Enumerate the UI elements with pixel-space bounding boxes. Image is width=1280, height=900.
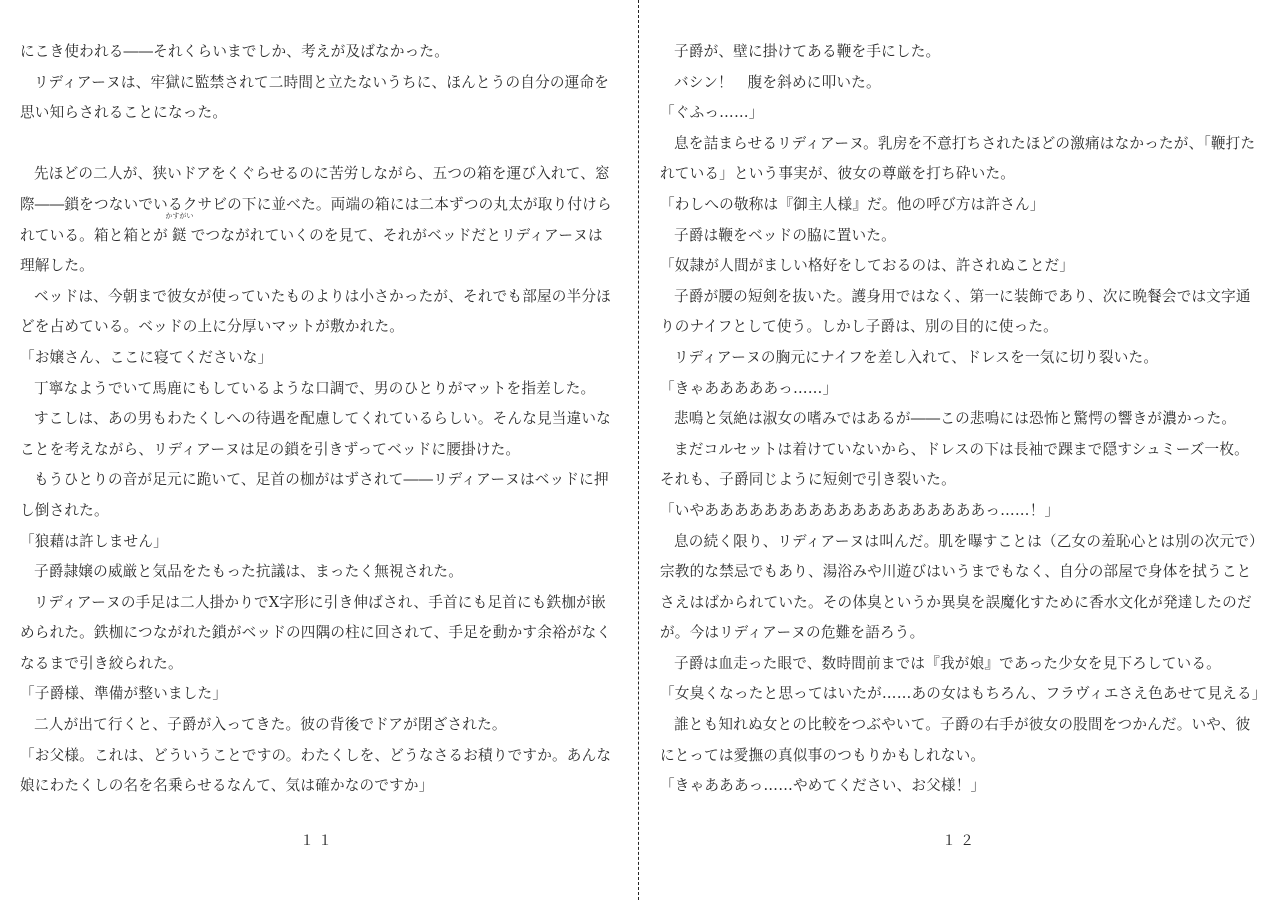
page-number: １１ bbox=[300, 833, 336, 849]
text-line: まだコルセットは着けていないから、ドレスの下は長袖で踝まで隠すシュミーズ一枚。 bbox=[674, 440, 1249, 458]
text-line: にこき使われる――それくらいまでしか、考えが及ばなかった。 bbox=[20, 43, 450, 60]
text-line: 二人が出て行くと、子爵が入ってきた。彼の背後でドアが閉ざされた。 bbox=[34, 716, 507, 734]
text-line: 「女臭くなったと思ってはいたが……あの女はもちろん、フラヴィエさえ色あせて見える」 bbox=[660, 685, 1267, 703]
text-line: 思い知らされることになった。 bbox=[20, 104, 228, 122]
text-line: どを占めている。ベッドの上に分厚いマットが敷かれた。 bbox=[20, 318, 405, 336]
ruby-base: 鎹 bbox=[171, 226, 187, 244]
text-segment: れている。箱と箱とが bbox=[20, 226, 168, 244]
text-line: リディアーヌは、牢獄に監禁されて二時間と立たないうちに、ほんとうの自分の運命を bbox=[34, 73, 610, 91]
text-line: さえはばかられていた。その体臭というか異臭を誤魔化すために香水文化が発達したのだ bbox=[660, 593, 1252, 611]
text-line: にとっては愛撫の真似事のつもりかもしれない。 bbox=[660, 746, 986, 764]
page-number: １２ bbox=[942, 833, 978, 849]
text-line: 先ほどの二人が、狭いドアをくぐらせるのに苦労しながら、五つの箱を運び入れて、窓 bbox=[34, 165, 610, 183]
ruby-annotation bbox=[165, 211, 194, 252]
text-line bbox=[20, 211, 620, 252]
text-line: 息の続く限り、リディアーヌは叫んだ。肌を曝すことは（乙女の羞恥心とは別の次元で） bbox=[674, 532, 1264, 550]
page-body bbox=[660, 37, 1267, 802]
text-line: し倒された。 bbox=[20, 501, 109, 519]
text-line: められた。鉄枷につながれた鎖がベッドの四隅の柱に回されて、手足を動かす余裕がなく bbox=[20, 624, 612, 642]
blank-line bbox=[20, 129, 620, 160]
text-line: リディアーヌの胸元にナイフを差し入れて、ドレスを一気に切り裂いた。 bbox=[674, 348, 1159, 366]
text-line: 「子爵様、準備が整いました」 bbox=[20, 685, 228, 703]
text-line: 「わしへの敬称は『御主人様』だ。他の呼び方は許さん」 bbox=[660, 195, 1045, 213]
text-line: 子爵が、壁に掛けてある鞭を手にした。 bbox=[674, 43, 941, 60]
text-line: 理解した。 bbox=[20, 257, 94, 275]
text-segment: でつながれていくのを見て、それがベッドだとリディアーヌは bbox=[190, 226, 603, 244]
text-line: リディアーヌの手足は二人掛かりでX字形に引き伸ばされ、手首にも足首にも鉄枷が嵌 bbox=[34, 593, 606, 611]
text-line: 子爵隷嬢の威厳と気品をたもった抗議は、まったく無視された。 bbox=[34, 563, 464, 581]
text-line: 悲鳴と気絶は淑女の嗜みではあるが――この悲鳴には恐怖と驚愕の響きが濃かった。 bbox=[674, 410, 1237, 428]
text-line: れている」という事実が、彼女の尊厳を打ち砕いた。 bbox=[660, 165, 1016, 183]
text-line: 誰とも知れぬ女との比較をつぶやいて。子爵の右手が彼女の股間をつかんだ。いや、彼 bbox=[674, 716, 1251, 734]
text-line: 「奴隷が人間がましい格好をしておるのは、許されぬことだ」 bbox=[660, 257, 1075, 275]
page-divider bbox=[638, 0, 639, 900]
text-line: 「お父様。これは、どういうことですの。わたくしを、どうなさるお積りですか。あんな bbox=[20, 746, 612, 764]
text-line: 「きゃあああっ……やめてください、お父様！」 bbox=[660, 777, 986, 795]
text-line: 子爵が腰の短剣を抜いた。護身用ではなく、第一に装飾であり、次に晩餐会では文字通 bbox=[674, 287, 1251, 305]
text-line: バシン！ 腹を斜めに叩いた。 bbox=[674, 73, 881, 91]
text-line: 「きゃあああああっ……」 bbox=[660, 379, 838, 397]
text-line: 娘にわたくしの名を名乗らせるなんて、気は確かなのですか」 bbox=[20, 777, 434, 795]
text-line: 「ぐふっ……」 bbox=[660, 104, 764, 122]
text-line: もうひとりの音が足元に跪いて、足首の枷がはずされて――リディアーヌはベッドに押 bbox=[34, 471, 609, 489]
text-line: 子爵は鞭をベッドの脇に置いた。 bbox=[674, 226, 896, 244]
text-line: が。今はリディアーヌの危難を語ろう。 bbox=[660, 624, 925, 642]
text-line: なるまで引き絞られた。 bbox=[20, 654, 183, 672]
text-line: すこしは、あの男もわたくしへの待遇を配慮してくれているらしい。そんな見当違いな bbox=[34, 410, 611, 428]
text-line: 丁寧なようでいて馬鹿にもしているような口調で、男のひとりがマットを指差した。 bbox=[34, 379, 596, 397]
text-line: 宗教的な禁忌でもあり、湯浴みや川遊びはいうまでもなく、自分の部屋で身体を拭うこと bbox=[660, 563, 1252, 581]
text-line: ベッドは、今朝まで彼女が使っていたものよりは小さかったが、それでも部屋の半分ほ bbox=[34, 287, 611, 305]
text-line: それも、子爵同じように短剣で引き裂いた。 bbox=[660, 471, 956, 489]
text-line: 「いやあああああああああああああああああああっ……！」 bbox=[660, 501, 1060, 519]
text-line: ことを考えながら、リディアーヌは足の鎖を引きずってベッドに腰掛けた。 bbox=[20, 440, 521, 458]
text-line: 息を詰まらせるリディアーヌ。乳房を不意打ちされたほどの激痛はなかったが、「鞭打た bbox=[674, 134, 1256, 152]
page-body bbox=[20, 37, 620, 802]
text-line: 子爵は血走った眼で、数時間前までは『我が娘』であった少女を見下ろしている。 bbox=[674, 654, 1221, 672]
text-line: 「狼藉は許しません」 bbox=[20, 532, 168, 550]
ruby-reading: かすがい bbox=[165, 211, 194, 220]
page-right bbox=[640, 0, 1280, 900]
text-line: 際――鎖をつないでいるクサビの下に並べた。両端の箱には二本ずつの丸太が取り付けら bbox=[20, 195, 612, 213]
text-line: りのナイフとして使う。しかし子爵は、別の目的に使った。 bbox=[660, 318, 1058, 336]
text-line: 「お嬢さん、ここに寝てくださいな」 bbox=[20, 348, 273, 366]
